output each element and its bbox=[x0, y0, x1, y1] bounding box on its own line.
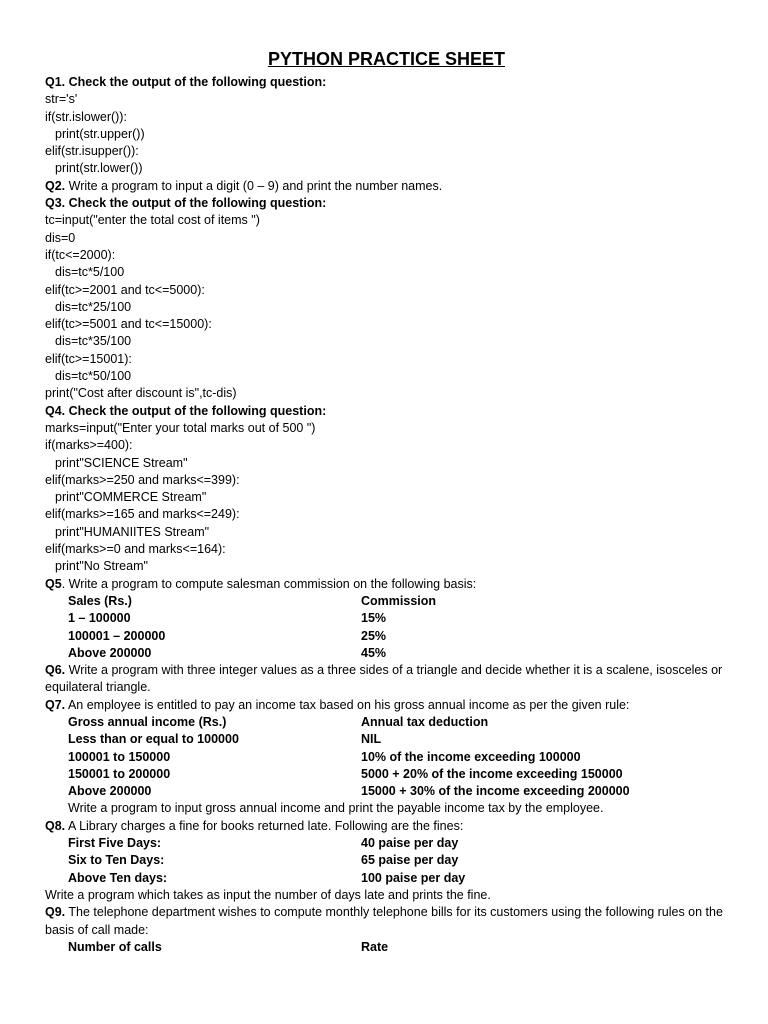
code-line: print"No Stream" bbox=[55, 559, 148, 574]
q9-text: The telephone department wishes to compute monthly telephone bills for its customers using the following rules on the basis of call made: bbox=[45, 905, 723, 937]
table-row bbox=[45, 593, 728, 610]
table-cell: Sales (Rs.) bbox=[68, 593, 132, 608]
table-cell: Above Ten days: bbox=[68, 870, 168, 885]
table-cell: 5000 + 20% of the income exceeding 150000 bbox=[361, 766, 623, 781]
q8-question bbox=[45, 818, 728, 835]
q2-number: Q2. bbox=[45, 178, 66, 193]
table-row bbox=[45, 852, 728, 869]
table-cell: Commission bbox=[361, 593, 437, 608]
q7-number: Q7. bbox=[45, 697, 66, 712]
q3-heading bbox=[45, 195, 728, 212]
q7-instruction: Write a program to input gross annual income and print the payable income tax by the employee. bbox=[68, 801, 604, 816]
code-line: elif(tc>=5001 and tc<=15000): bbox=[45, 317, 212, 332]
q3-instruction: Check the output of the following question: bbox=[68, 196, 327, 211]
q2-question bbox=[45, 178, 728, 195]
q5-number: Q5 bbox=[45, 576, 62, 591]
code-line: print(str.lower()) bbox=[55, 161, 143, 176]
table-row bbox=[45, 766, 728, 783]
code-line: print("Cost after discount is",tc-dis) bbox=[45, 386, 237, 401]
table-cell: 1 – 100000 bbox=[68, 611, 131, 626]
q9-number: Q9. bbox=[45, 905, 66, 920]
code-line: elif(marks>=0 and marks<=164): bbox=[45, 542, 226, 557]
code-line: elif(tc>=15001): bbox=[45, 351, 132, 366]
q1-number: Q1. bbox=[45, 75, 66, 89]
q8-text: A Library charges a fine for books returned late. Following are the fines: bbox=[67, 818, 464, 833]
table-cell: 65 paise per day bbox=[361, 853, 459, 868]
q3-number: Q3. bbox=[45, 196, 66, 211]
code-line: dis=tc*5/100 bbox=[55, 265, 125, 280]
q2-text: Write a program to input a digit (0 – 9) and print the number names. bbox=[68, 178, 443, 193]
table-cell: Annual tax deduction bbox=[361, 714, 489, 729]
table-cell: First Five Days: bbox=[68, 836, 162, 851]
table-cell: NIL bbox=[361, 732, 382, 747]
code-line: tc=input("enter the total cost of items ") bbox=[45, 213, 260, 228]
code-line: if(tc<=2000): bbox=[45, 247, 116, 262]
code-line: print(str.upper()) bbox=[55, 126, 145, 141]
q5-question bbox=[45, 576, 728, 593]
code-line: elif(marks>=250 and marks<=399): bbox=[45, 472, 240, 487]
table-row bbox=[45, 731, 728, 748]
table-cell: 25% bbox=[361, 628, 387, 643]
table-cell: 100001 to 150000 bbox=[68, 749, 171, 764]
table-cell: 15000 + 30% of the income exceeding 200000 bbox=[361, 784, 630, 799]
table-cell: Rate bbox=[361, 939, 389, 954]
table-cell: 45% bbox=[361, 645, 387, 660]
code-line: dis=0 bbox=[45, 230, 76, 245]
table-cell: 100 paise per day bbox=[361, 870, 466, 885]
table-cell: Above 200000 bbox=[68, 784, 152, 799]
code-line: print"COMMERCE Stream" bbox=[55, 490, 207, 505]
q6-text: Write a program with three integer values as a three sides of a triangle and decide whether it is a scalene, isosceles or equilateral triangle. bbox=[45, 663, 723, 695]
code-line: if(str.islower()): bbox=[45, 109, 127, 124]
table-row bbox=[45, 749, 728, 766]
code-line: elif(tc>=2001 and tc<=5000): bbox=[45, 282, 205, 297]
code-line: dis=tc*35/100 bbox=[55, 334, 132, 349]
table-cell: 10% of the income exceeding 100000 bbox=[361, 749, 581, 764]
q9-question bbox=[45, 904, 728, 939]
table-row bbox=[45, 835, 728, 852]
q7-text: An employee is entitled to pay an income tax based on his gross annual income as per the given rule: bbox=[67, 697, 630, 712]
code-line: print"SCIENCE Stream" bbox=[55, 455, 188, 470]
q1-heading bbox=[45, 74, 728, 91]
code-line: dis=tc*25/100 bbox=[55, 299, 132, 314]
page-title: PYTHON PRACTICE SHEET bbox=[267, 49, 506, 69]
q6-number: Q6. bbox=[45, 663, 66, 678]
table-cell: 150001 to 200000 bbox=[68, 766, 171, 781]
table-cell: Six to Ten Days: bbox=[68, 853, 165, 868]
q8-number: Q8. bbox=[45, 818, 66, 833]
code-line: dis=tc*50/100 bbox=[55, 369, 132, 384]
table-row bbox=[45, 783, 728, 800]
table-row bbox=[45, 714, 728, 731]
q4-number: Q4. bbox=[45, 403, 66, 418]
code-line: elif(marks>=165 and marks<=249): bbox=[45, 507, 240, 522]
table-cell: 15% bbox=[361, 611, 387, 626]
q5-text: . Write a program to compute salesman commission on the following basis: bbox=[61, 576, 477, 591]
table-cell: Less than or equal to 100000 bbox=[68, 732, 239, 747]
table-row bbox=[45, 870, 728, 887]
code-line: marks=input("Enter your total marks out of 500 ") bbox=[45, 420, 316, 435]
table-row bbox=[45, 628, 728, 645]
q8-instruction: Write a program which takes as input the number of days late and prints the fine. bbox=[45, 887, 491, 902]
code-line: elif(str.isupper()): bbox=[45, 144, 139, 159]
table-row bbox=[45, 645, 728, 662]
table-cell: Gross annual income (Rs.) bbox=[68, 714, 227, 729]
code-line: str='s' bbox=[45, 92, 78, 107]
code-line: if(marks>=400): bbox=[45, 438, 133, 453]
q7-question bbox=[45, 697, 728, 714]
code-line: print"HUMANIITES Stream" bbox=[55, 524, 210, 539]
q6-question bbox=[45, 662, 728, 697]
table-row bbox=[45, 610, 728, 627]
table-cell: 100001 – 200000 bbox=[68, 628, 166, 643]
table-row bbox=[45, 939, 728, 956]
q4-instruction: Check the output of the following question: bbox=[68, 403, 327, 418]
table-cell: Number of calls bbox=[68, 939, 162, 954]
q1-instruction: Check the output of the following question: bbox=[68, 75, 327, 89]
q4-heading bbox=[45, 403, 728, 420]
table-cell: 40 paise per day bbox=[361, 836, 459, 851]
table-cell: Above 200000 bbox=[68, 645, 152, 660]
